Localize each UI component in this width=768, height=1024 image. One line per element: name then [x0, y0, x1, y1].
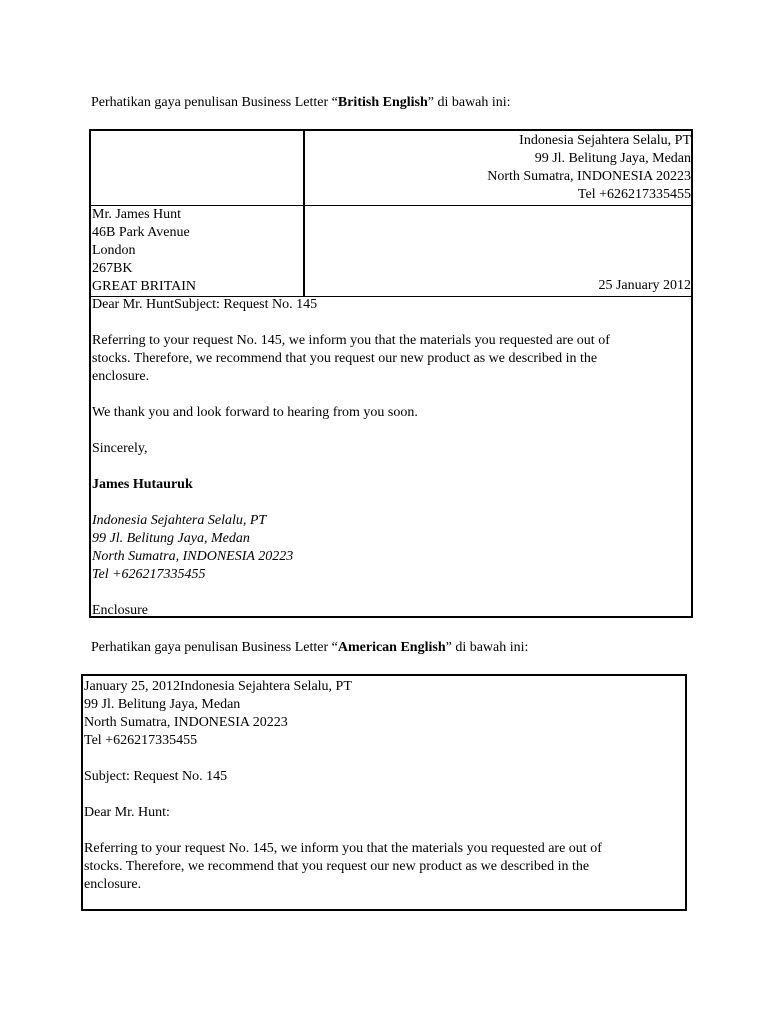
body-line: stocks. Therefore, we recommend that you request our new product as we described in the	[92, 351, 598, 366]
letter-date: 25 January 2012	[598, 278, 691, 293]
american-letter-body	[84, 678, 681, 894]
recipient-line: Mr. James Hunt	[92, 207, 182, 222]
american-header-line: Tel +626217335455	[84, 733, 198, 748]
sender-address	[487, 132, 691, 204]
british-header-row	[91, 131, 691, 206]
intro-british-prefix: Perhatikan gaya penulisan Business Letter “	[91, 95, 338, 110]
recipient-line: GREAT BRITAIN	[92, 279, 197, 294]
intro-british-suffix: ” di bawah ini:	[427, 95, 511, 110]
sender-line: North Sumatra, INDONESIA 20223	[487, 169, 691, 184]
enclosure-note: Enclosure	[92, 603, 148, 618]
american-header-line: 99 Jl. Belitung Jaya, Medan	[84, 697, 241, 712]
intro-american-prefix: Perhatikan gaya penulisan Business Letter “	[91, 640, 338, 655]
american-salutation: Dear Mr. Hunt:	[84, 805, 170, 820]
signer-company-line: Tel +626217335455	[92, 567, 206, 582]
sender-line: Tel +626217335455	[577, 187, 691, 202]
british-letter-body	[92, 296, 687, 620]
intro-american	[91, 639, 528, 657]
american-header-line: North Sumatra, INDONESIA 20223	[84, 715, 288, 730]
british-letter-table	[89, 129, 693, 618]
salutation-subject: Dear Mr. HuntSubject: Request No. 145	[92, 297, 318, 312]
sender-line: Indonesia Sejahtera Selalu, PT	[519, 133, 691, 148]
intro-british	[91, 94, 511, 112]
signer-company-line: Indonesia Sejahtera Selalu, PT	[92, 513, 267, 528]
body-line: enclosure.	[92, 369, 150, 384]
british-recipient-row	[91, 205, 691, 297]
sender-line: 99 Jl. Belitung Jaya, Medan	[534, 151, 691, 166]
recipient-line: 267BK	[92, 261, 133, 276]
recipient-line: London	[92, 243, 136, 258]
signer-company-line: North Sumatra, INDONESIA 20223	[92, 549, 294, 564]
signer-name: James Hutauruk	[92, 477, 193, 492]
american-letter-box	[81, 674, 687, 911]
thanks-line: We thank you and look forward to hearing from you soon.	[92, 405, 418, 420]
american-body-line: stocks. Therefore, we recommend that you request our new product as we described in the	[84, 859, 590, 874]
closing: Sincerely,	[92, 441, 148, 456]
column-divider	[303, 131, 305, 296]
american-subject: Subject: Request No. 145	[84, 769, 228, 784]
intro-british-emphasis: British English	[337, 95, 428, 110]
intro-american-suffix: ” di bawah ini:	[445, 640, 529, 655]
intro-american-emphasis: American English	[337, 640, 446, 655]
american-header-line: January 25, 2012Indonesia Sejahtera Selalu, PT	[84, 679, 352, 694]
signer-company-line: 99 Jl. Belitung Jaya, Medan	[92, 531, 250, 546]
body-line: Referring to your request No. 145, we inform you that the materials you requested are out of	[92, 333, 610, 348]
american-body-line: Referring to your request No. 145, we inform you that the materials you requested are out of	[84, 841, 602, 856]
recipient-address	[92, 206, 196, 296]
recipient-line: 46B Park Avenue	[92, 225, 190, 240]
american-body-line: enclosure.	[84, 877, 142, 892]
